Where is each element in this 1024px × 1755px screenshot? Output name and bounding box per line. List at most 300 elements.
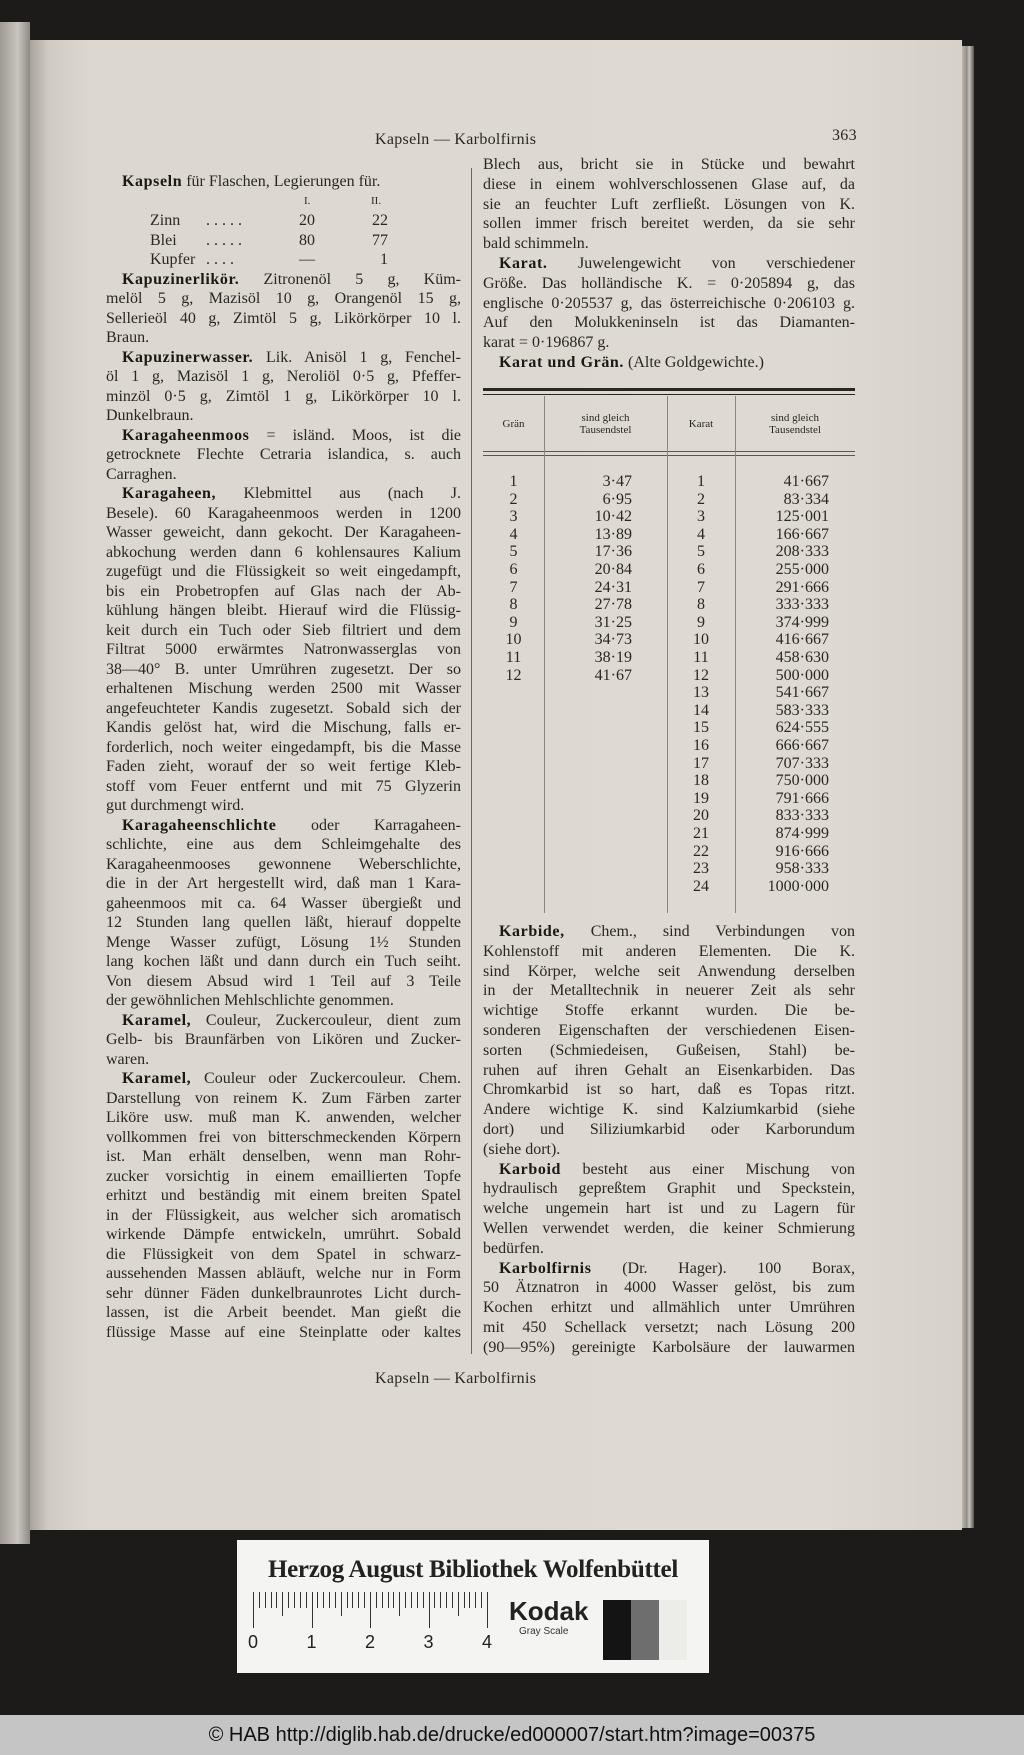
text-line [106, 582, 461, 602]
gran-cell: 3 [509, 508, 518, 526]
text-line [483, 1179, 855, 1199]
text-line [106, 855, 461, 875]
kodak-logo: Kodak [509, 1596, 589, 1626]
line-text: Auf den Molukkeninseln ist das Diamanten- [483, 314, 855, 332]
column-divider [471, 168, 472, 1354]
karat-cell: 11 [693, 649, 709, 666]
line-text: (siehe dort). [483, 1140, 561, 1158]
page-number: 363 [832, 127, 857, 144]
karat-thousandths-cell: 958·333 [775, 860, 829, 878]
text-line [106, 972, 461, 992]
text-line [106, 270, 461, 290]
text-line [483, 1199, 855, 1219]
line-text: Kohlenstoff mit anderen Elementen. Die K. [483, 942, 855, 960]
line-text: erhaltenen Mischung werden 2500 mit Wasser [106, 680, 461, 697]
line-text: Couleur oder Zuckercouleur. Chem. [204, 1070, 461, 1087]
karat-cell: 3 [697, 508, 705, 526]
karat-thousandths-cell: 374·999 [775, 613, 829, 631]
alloy-value-i: — [299, 251, 315, 268]
line-text: (Alte Goldgewichte.) [628, 353, 764, 371]
ruler-tick [282, 1592, 283, 1616]
karat-cell: 7 [697, 578, 705, 596]
table-top-rule [483, 388, 855, 391]
karat-cell: 16 [693, 737, 709, 754]
ruler-tick [399, 1592, 400, 1616]
table-header-thousandths: sind gleich Tausendstel [579, 411, 632, 436]
line-text: Klebmittel aus (nach J. [243, 485, 461, 502]
gran-cell: 7 [509, 578, 518, 596]
right-column-bottom [483, 922, 855, 1358]
text-line [106, 504, 461, 524]
ruler-tick [446, 1592, 447, 1608]
karat-cell: 10 [693, 631, 709, 649]
gran-cell: 1 [509, 473, 518, 490]
gran-cell: 10 [505, 631, 522, 649]
entry-headword: Karbide, [499, 923, 565, 940]
line-text: Besele). 60 Karagaheenmoos werden in 1200 [106, 504, 461, 522]
text-line [106, 933, 461, 953]
line-text: in der Metalltechnik in neuerer Zeit als sehr [483, 982, 855, 1000]
text-line [483, 1001, 855, 1021]
alloy-col-ii: II. [371, 194, 382, 207]
ruler-tick [370, 1592, 371, 1628]
ruler-tick [259, 1592, 260, 1608]
line-text: sehr dünner Fäden dunkelbraunrotes Licht durch- [106, 1284, 461, 1302]
text-line [106, 991, 461, 1011]
line-text: bald schimmeln. [483, 235, 589, 253]
entry-headword: Karat und Grän. [499, 353, 625, 371]
text-line [483, 313, 855, 333]
ruler-tick [388, 1592, 389, 1608]
line-text: angefeuchteter Kandis zugesetzt. Sobald sich der [106, 699, 461, 717]
ruler-tick [352, 1592, 353, 1608]
text-line [483, 962, 855, 982]
entry-headword: Karamel, [122, 1011, 192, 1029]
line-text: getrocknete Flechte Cetraria islandica, s. auch [106, 446, 461, 463]
ruler-tick [452, 1592, 453, 1608]
text-line [106, 1284, 461, 1304]
line-text: Von diesem Absud wird 1 Teil auf 3 Teile [106, 972, 461, 990]
text-line [106, 1147, 461, 1167]
karat-thousandths-cell: 208·333 [775, 543, 829, 561]
line-text: vollkommen frei von bitterschmeckenden Körpern [106, 1128, 461, 1146]
text-line [483, 1100, 855, 1120]
entry-headword: Karagaheenmoos [122, 426, 250, 444]
line-text: forderlich, noch weiter eingedampft, bis die Masse [106, 738, 461, 756]
text-line [483, 294, 855, 314]
ruler-tick [312, 1592, 313, 1628]
line-text: Liköre usw. muß man K. anwenden, welcher [106, 1109, 461, 1126]
line-text: Blech aus, bricht sie in Stücke und bewahrt [483, 156, 855, 173]
line-text: Wasser geweicht, dann gekocht. Der Karagaheen- [106, 524, 461, 541]
karat-thousandths-cell: 583·333 [775, 701, 829, 719]
line-text: Zitronenöl 5 g, Küm- [263, 270, 461, 288]
text-line [106, 738, 461, 758]
karat-cell: 1 [697, 473, 705, 490]
gran-thousandths-cell: 41·67 [594, 666, 632, 684]
text-line [483, 195, 855, 215]
ruler-tick [306, 1592, 307, 1608]
ruler-tick [464, 1592, 465, 1608]
text-line [106, 1011, 461, 1031]
line-text: Karagaheenmooses gewonnene Weberschlichte, [106, 855, 461, 873]
text-line [106, 465, 461, 485]
line-text: gut durchmengt wird. [106, 797, 245, 814]
line-text: lang kochen läßt und dann durch ein Tuch seiht. [106, 953, 461, 970]
alloy-dots: . . . . . [206, 212, 242, 229]
gran-thousandths-cell: 6·95 [602, 490, 632, 508]
text-line [106, 1186, 461, 1206]
text-line [483, 155, 855, 175]
alloy-value-i: 80 [299, 231, 315, 249]
gran-cell: 8 [509, 596, 518, 614]
line-text: bis ein Probetropfen auf Glas nach der Ab- [106, 582, 461, 600]
line-text: gaheenmoos mit ca. 64 Wasser übergießt und [106, 894, 461, 912]
line-text: besteht aus einer Mischung von [582, 1160, 855, 1178]
ruler-tick [364, 1592, 365, 1608]
text-line [106, 1225, 461, 1245]
karat-thousandths-cell: 255·000 [775, 561, 829, 578]
ruler-tick [481, 1592, 482, 1608]
karat-thousandths-cell: 707·333 [775, 754, 829, 772]
text-line [483, 1318, 855, 1338]
entry-headword: Karbolfirnis [499, 1259, 592, 1277]
karat-thousandths-cell: 541·667 [775, 684, 829, 702]
karat-cell: 23 [693, 860, 709, 878]
karat-cell: 18 [693, 772, 709, 790]
line-text: 50 Ätznatron in 4000 Wasser gelöst, bis zum [483, 1279, 855, 1297]
line-text: bedürfen. [483, 1239, 544, 1257]
line-text: 12 Stunden lang quellen läßt, hierauf doppelte [106, 914, 461, 931]
text-line [106, 309, 461, 329]
karat-thousandths-cell: 1000·000 [767, 877, 829, 895]
line-text: diese in einem wohlverschlossenen Glase auf, da [483, 175, 855, 193]
gran-cell: 9 [509, 613, 518, 631]
ruler-tick [423, 1592, 424, 1608]
text-line [106, 796, 461, 816]
line-text: dort) und Siliziumkarbid oder Karborundum [483, 1120, 855, 1138]
karat-cell: 2 [697, 490, 705, 508]
ruler-tick [323, 1592, 324, 1608]
line-text: wirkende Dämpfe entwickeln, umrührt. Sobald [106, 1226, 461, 1243]
text-line [106, 718, 461, 738]
ruler-tick [253, 1592, 254, 1628]
ruler-tick [358, 1592, 359, 1608]
text-line [106, 1323, 461, 1343]
alloy-col-i: I. [304, 194, 311, 207]
ruler-tick [475, 1592, 476, 1608]
karat-thousandths-cell: 916·666 [775, 842, 829, 860]
text-line [106, 387, 461, 407]
line-text: Filtrat 5000 erwärmtes Natronwasserglas von [106, 641, 461, 658]
ruler-tick [335, 1592, 336, 1608]
ruler-tick [382, 1592, 383, 1608]
karat-thousandths-cell: 833·333 [775, 807, 829, 825]
alloy-metal: Zinn [150, 212, 181, 229]
karat-thousandths-cell: 458·630 [775, 649, 829, 666]
ruler-label: 3 [423, 1632, 434, 1652]
line-text: Wellen verwendet werden, die keiner Schmierung [483, 1219, 855, 1237]
line-text: Braun. [106, 329, 150, 346]
facing-page-edge [0, 22, 30, 1544]
ruler-tick [469, 1592, 470, 1608]
line-text: Dunkelbraun. [106, 407, 194, 424]
line-text: kühlung hängen bleibt. Hierauf wird die Flüssig- [106, 602, 461, 619]
entry-headword: Karagaheenschlichte [122, 816, 277, 834]
karat-thousandths-cell: 666·667 [775, 737, 829, 754]
karat-cell: 20 [693, 807, 709, 825]
gran-cell: 4 [509, 525, 518, 543]
line-text: hydraulisch gepreßtem Graphit und Speckstein, [483, 1180, 855, 1198]
text-line [106, 1108, 461, 1128]
text-line [483, 1298, 855, 1318]
text-line [483, 1338, 855, 1358]
line-text: die Flüssigkeit von dem Spatel in schwarz- [106, 1245, 461, 1263]
gran-thousandths-cell: 31·25 [594, 613, 632, 631]
ruler-tick [393, 1592, 394, 1608]
karat-cell: 15 [693, 719, 709, 737]
karat-cell: 13 [693, 684, 709, 702]
text-line [483, 942, 855, 962]
text-line [106, 1245, 461, 1265]
text-line [106, 484, 461, 504]
gray-scale-label: Gray Scale [519, 1626, 569, 1637]
line-text: öl 1 g, Mazisöl 1 g, Neroliöl 0·5 g, Pfeffer- [106, 368, 461, 385]
line-text: schlichte, eine aus dem Schleimgehalte des [106, 836, 461, 853]
gran-thousandths-cell: 10·42 [594, 508, 632, 526]
table-header-karat: Karat [688, 417, 714, 430]
alloy-dots: . . . . . [206, 231, 242, 249]
text-line [106, 426, 461, 446]
text-line [483, 254, 855, 274]
table-header-rule-2 [483, 455, 855, 456]
alloy-row [106, 211, 461, 231]
line-text: Juwelengewicht von verschiedener [578, 254, 855, 272]
text-line [483, 353, 855, 373]
text-line [483, 1239, 855, 1259]
line-text: Lik. Anisöl 1 g, Fenchel- [266, 348, 461, 366]
text-line [106, 328, 461, 348]
line-text: zugefügt und die Flüssigkeit so weit eingedampft, [106, 563, 461, 580]
table-top-rule-thin [483, 394, 855, 395]
text-line [106, 1069, 461, 1089]
line-text: Faden zieht, worauf der so weit fertige Kleb- [106, 758, 461, 775]
karat-cell: 12 [693, 666, 709, 684]
line-text: = isländ. Moos, ist die [266, 426, 461, 444]
running-footer: Kapseln — Karbolfirnis [375, 1370, 537, 1387]
line-text: wichtige Stoffe erkannt wurden. Die be- [483, 1002, 855, 1020]
library-name: Herzog August Bibliothek Wolfenbüttel [267, 1556, 678, 1583]
ruler-label: 1 [306, 1632, 317, 1652]
line-text: welche ungemein hart ist und zu Lagern für [483, 1200, 855, 1218]
alloy-dots: . . . . [206, 251, 234, 268]
text-line [106, 1264, 461, 1284]
ruler-tick [341, 1592, 342, 1616]
text-line [483, 1219, 855, 1239]
text-line [106, 913, 461, 933]
text-line [483, 1021, 855, 1041]
text-line [106, 562, 461, 582]
ruler-tick [458, 1592, 459, 1616]
text-line [483, 922, 855, 942]
text-line [483, 1080, 855, 1100]
alloy-value-ii: 1 [380, 251, 388, 268]
right-column-top [483, 155, 855, 373]
karat-thousandths-cell: 125·001 [775, 508, 829, 526]
karat-thousandths-cell: 166·667 [775, 525, 829, 543]
entry-headword: Karagaheen, [122, 485, 217, 502]
line-text: Andere wichtige K. sind Kalziumkarbid (siehe [483, 1101, 855, 1119]
line-text: ist. Man erhält denselben, wenn man Rohr- [106, 1148, 461, 1165]
karat-cell: 8 [697, 596, 705, 614]
line-text: ruhen auf ihren Gehalt an Eisenkarbiden. Das [483, 1061, 855, 1079]
alloy-row [106, 250, 461, 270]
line-text: sonderen Eigenschaften der verschiedenen Eisen- [483, 1021, 855, 1039]
page-stack-edge [962, 46, 974, 1528]
text-line [106, 289, 461, 309]
line-text: melöl 5 g, Mazisöl 10 g, Orangenöl 15 g, [106, 290, 461, 307]
ruler-tick [294, 1592, 295, 1608]
gran-cell: 2 [509, 490, 518, 508]
line-text: Chromkarbid ist so hart, daß es Topas ritzt. [483, 1081, 855, 1099]
karat-thousandths-cell: 291·666 [775, 578, 829, 596]
text-line [106, 757, 461, 777]
table-header-thousandths: sind gleich Tausendstel [769, 411, 821, 436]
line-text: waren. [106, 1050, 150, 1068]
gran-cell: 6 [509, 561, 518, 578]
ruler-tick [434, 1592, 435, 1608]
line-text: karat = 0·196867 g. [483, 334, 610, 352]
text-line [106, 523, 461, 543]
line-text: in der Flüssigkeit, aus welcher sich aromatisch [106, 1206, 461, 1224]
gran-thousandths-cell: 34·73 [594, 631, 632, 649]
karat-cell: 14 [693, 701, 709, 719]
gray-patch [659, 1600, 687, 1660]
entry-headword: Karat. [499, 254, 548, 272]
text-line [483, 1160, 855, 1180]
text-line [106, 1089, 461, 1109]
entry-headword: Karamel, [122, 1070, 192, 1087]
karat-cell: 17 [693, 754, 709, 772]
text-line [106, 699, 461, 719]
text-line [106, 348, 461, 368]
text-line [106, 952, 461, 972]
line-text: Größe. Das holländische K. = 0·205894 g, das [483, 274, 855, 292]
text-line [106, 543, 461, 563]
ruler-tick [429, 1592, 430, 1628]
line-text: Couleur, Zuckercouleur, dient zum [205, 1011, 461, 1029]
ruler-label: 2 [365, 1632, 376, 1652]
karat-thousandths-cell: 624·555 [775, 719, 829, 737]
ruler-tick [317, 1592, 318, 1608]
line-text: (90—95%) gereinigte Karbolsäure der lauwarmen [483, 1338, 855, 1356]
line-text: stoff vom Feuer entfernt und mit 75 Glyzerin [106, 777, 461, 795]
alloy-value-ii: 22 [372, 212, 388, 229]
alloy-metal: Kupfer [150, 251, 196, 268]
text-line [106, 172, 461, 192]
line-text: zucker vorsichtig in einem emaillierten Topfe [106, 1167, 461, 1185]
text-line [106, 406, 461, 426]
gran-thousandths-cell: 24·31 [594, 578, 632, 596]
ruler-tick [265, 1592, 266, 1608]
text-line [106, 1030, 461, 1050]
karat-cell: 9 [697, 613, 705, 631]
text-line [483, 234, 855, 254]
text-line [106, 640, 461, 660]
karat-cell: 4 [697, 525, 705, 543]
line-text: mit 450 Schellack versetzt; nach Lösung 200 [483, 1318, 855, 1336]
text-line [106, 601, 461, 621]
karat-thousandths-cell: 791·666 [775, 789, 829, 807]
ruler-tick [271, 1592, 272, 1608]
text-line [106, 1167, 461, 1187]
gran-thousandths-cell: 38·19 [594, 649, 632, 666]
karat-cell: 19 [693, 789, 709, 807]
table-header-rule [483, 451, 855, 452]
copyright-url-bar: © HAB http://diglib.hab.de/drucke/ed000007/start.htm?image=00375 [0, 1715, 1024, 1755]
text-line [483, 333, 855, 353]
line-text: der gewöhnlichen Mehlschlichte genommen. [106, 992, 394, 1009]
gran-thousandths-cell: 13·89 [594, 525, 632, 543]
ruler-tick [411, 1592, 412, 1608]
karat-thousandths-cell: 83·334 [783, 490, 829, 508]
entry-headword: Kapseln [122, 173, 183, 190]
line-text: sie an feuchter Luft zerfließt. Lösungen von K. [483, 195, 855, 213]
text-line [106, 1128, 461, 1148]
left-column [106, 172, 461, 1342]
line-text: Darstellung von reinem K. Zum Färben zarter [106, 1089, 461, 1107]
line-text: die in der Art hergestellt wird, daß man 1 Kara- [106, 875, 461, 892]
karat-cell: 21 [693, 825, 709, 842]
gran-cell: 5 [509, 543, 518, 561]
text-line [106, 679, 461, 699]
ruler-label: 4 [482, 1632, 493, 1652]
text-line [106, 874, 461, 894]
line-text: Menge Wasser zufügt, Lösung 1½ Stunden [106, 933, 461, 951]
line-text: sind Körper, welche seit Anwendung derselben [483, 962, 855, 980]
ruler-tick [288, 1592, 289, 1608]
gran-thousandths-cell: 27·78 [594, 596, 632, 614]
text-line [106, 777, 461, 797]
text-line [106, 1050, 461, 1070]
line-text: Gelb- bis Braunfärben von Likören und Zucker- [106, 1031, 461, 1048]
text-line [106, 660, 461, 680]
running-header: Kapseln — Karbolfirnis [375, 131, 537, 148]
karat-cell: 5 [697, 543, 705, 561]
text-line [106, 621, 461, 641]
line-text: Kochen erhitzt und allmählich unter Umrühren [483, 1299, 855, 1317]
alloy-table-header [106, 192, 461, 212]
color-calibration-card [237, 1540, 709, 1673]
ruler-tick [440, 1592, 441, 1608]
text-line [483, 175, 855, 195]
text-line [106, 367, 461, 387]
line-text: lassen, ist die Arbeit beendet. Man gießt die [106, 1304, 461, 1321]
gran-thousandths-cell: 20·84 [594, 561, 632, 578]
text-line [483, 1140, 855, 1160]
line-text: 38—40° B. unter Umrühren zugesetzt. Der so [106, 660, 461, 678]
text-line [483, 1259, 855, 1279]
line-text: erhitzt und beständig mit einem breiten Spatel [106, 1187, 461, 1204]
line-text: Chem., sind Verbindungen von [590, 923, 855, 940]
text-line [106, 1206, 461, 1226]
line-text: flüssige Masse auf eine Steinplatte oder kaltes [106, 1323, 461, 1341]
entry-headword: Karboid [499, 1160, 561, 1178]
line-text: Carraghen. [106, 465, 177, 483]
karat-cell: 22 [693, 842, 709, 860]
karat-thousandths-cell: 500·000 [775, 666, 829, 684]
line-text: Sellerieöl 40 g, Zimtöl 5 g, Likörkörper 10 l. [106, 309, 461, 327]
